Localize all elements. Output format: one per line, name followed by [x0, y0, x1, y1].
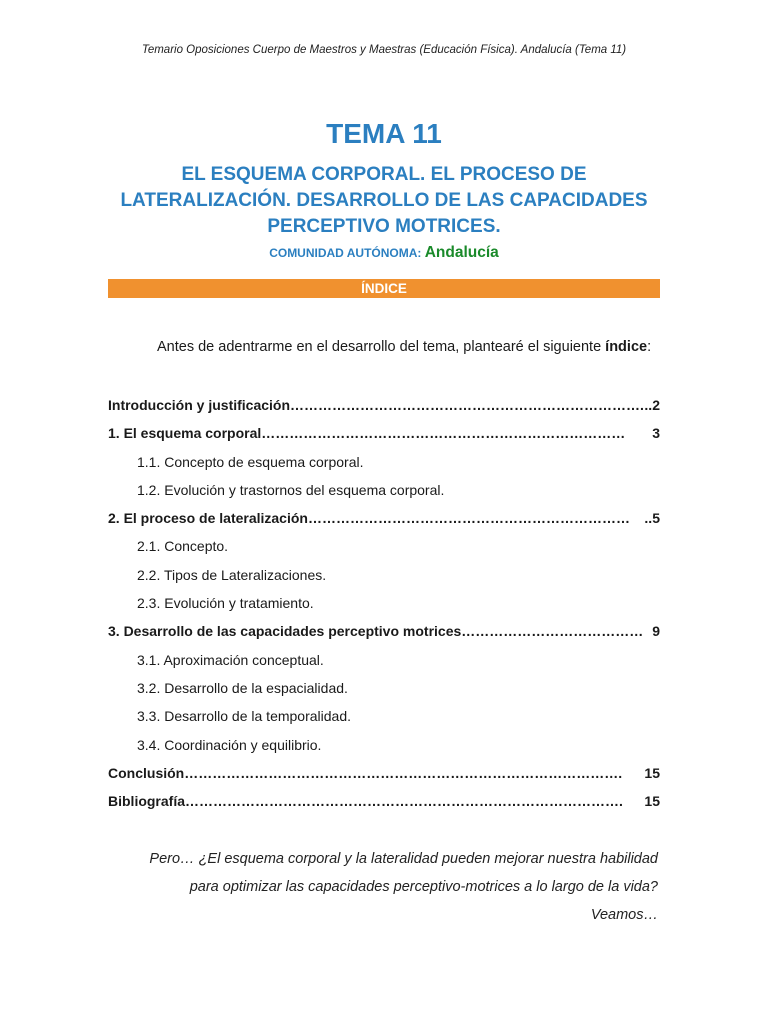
toc-entry-title: 2.1. Concepto.: [137, 538, 229, 555]
toc-subentry: [108, 678, 660, 706]
toc-entry-title: 3. Desarrollo de las capacidades perceptivo motrices: [108, 623, 462, 640]
community-line: [100, 244, 668, 262]
toc-entry: [108, 621, 660, 649]
toc-entry-title: 2.2. Tipos de Lateralizaciones.: [137, 566, 327, 583]
toc-subentry: [108, 735, 660, 763]
index-heading-bar: ÍNDICE: [108, 279, 660, 298]
toc-subentry: [108, 565, 660, 593]
toc-dot-leader: ……………………………………………………………………: [261, 425, 626, 442]
quote-line-2: para optimizar las capacidades perceptivo-motrices a lo largo de la vida?: [189, 879, 658, 895]
intro-paragraph: [157, 339, 677, 355]
toc-entry: [108, 423, 660, 451]
toc-entry-title: 3.1. Aproximación conceptual.: [137, 651, 324, 668]
quote-line-3: Veamos…: [590, 907, 658, 923]
toc-entry: [108, 791, 660, 819]
toc-entry-title: 3.2. Desarrollo de la espacialidad.: [137, 679, 348, 696]
toc-entry: [108, 763, 660, 791]
toc-subentry: [108, 480, 660, 508]
intro-text-after: :: [647, 339, 652, 355]
toc-entry-title: 3.3. Desarrollo de la temporalidad.: [137, 708, 352, 725]
toc-entry-title: 1.1. Concepto de esquema corporal.: [137, 453, 364, 470]
toc-subentry: [108, 593, 660, 621]
toc-dot-leader: ……………………………………………………………: [307, 510, 630, 527]
toc-dot-leader: ………………………………………………………………………………….: [185, 793, 623, 810]
toc-entry-title: Conclusión: [108, 764, 185, 781]
toc-dot-leader: …………………………………: [461, 623, 644, 640]
closing-quote: [98, 845, 658, 929]
toc-subentry: [108, 536, 660, 564]
toc-entry-title: 3.4. Coordinación y equilibrio.: [137, 736, 322, 753]
intro-text-bold: índice: [605, 339, 648, 355]
toc-entry-title: 2.3. Evolución y tratamiento.: [137, 595, 314, 612]
toc-page-number: ..5: [644, 510, 660, 527]
toc-entry: [108, 395, 660, 423]
community-label: COMUNIDAD AUTÓNOMA:: [269, 246, 422, 260]
toc-entry-title: 1. El esquema corporal: [108, 425, 262, 442]
toc-entry: [108, 508, 660, 536]
tema-title: TEMA 11: [326, 118, 442, 149]
toc-page-number: 9: [652, 623, 660, 640]
quote-line-1: Pero… ¿El esquema corporal y la lateralidad pueden mejorar nuestra habilidad: [149, 851, 658, 867]
toc-page-number: 3: [652, 425, 660, 442]
table-of-contents: [108, 395, 660, 819]
toc-dot-leader: ………………………………………………………………….: [290, 397, 644, 413]
intro-text-before: Antes de adentrarme en el desarrollo del tema, plantearé el siguiente: [157, 339, 606, 355]
toc-page-number: 15: [644, 764, 660, 781]
toc-entry-title: 1.2. Evolución y trastornos del esquema corporal.: [137, 481, 445, 498]
toc-dot-leader: ………………………………………………………………………………….: [184, 764, 623, 781]
toc-entry-title: Introducción y justificación: [108, 397, 291, 413]
toc-entry-title: Bibliografía: [108, 793, 186, 810]
toc-subentry: [108, 706, 660, 734]
running-header: Temario Oposiciones Cuerpo de Maestros y Maestras (Educación Física). Andalucía (Tema 11): [141, 44, 627, 56]
community-value: Andalucía: [424, 244, 499, 261]
toc-subentry: [108, 650, 660, 678]
toc-entry-title: 2. El proceso de lateralización: [108, 510, 308, 527]
toc-page-number: 15: [644, 793, 660, 810]
tema-subtitle: EL ESQUEMA CORPORAL. EL PROCESO DE LATERALIZACIÓN. DESARROLLO DE LAS CAPACIDADES PERCEPTIVO MOTRICES.: [120, 164, 648, 237]
toc-page-number: ..2: [644, 397, 660, 413]
title-block: [100, 116, 668, 262]
toc-subentry: [108, 452, 660, 480]
